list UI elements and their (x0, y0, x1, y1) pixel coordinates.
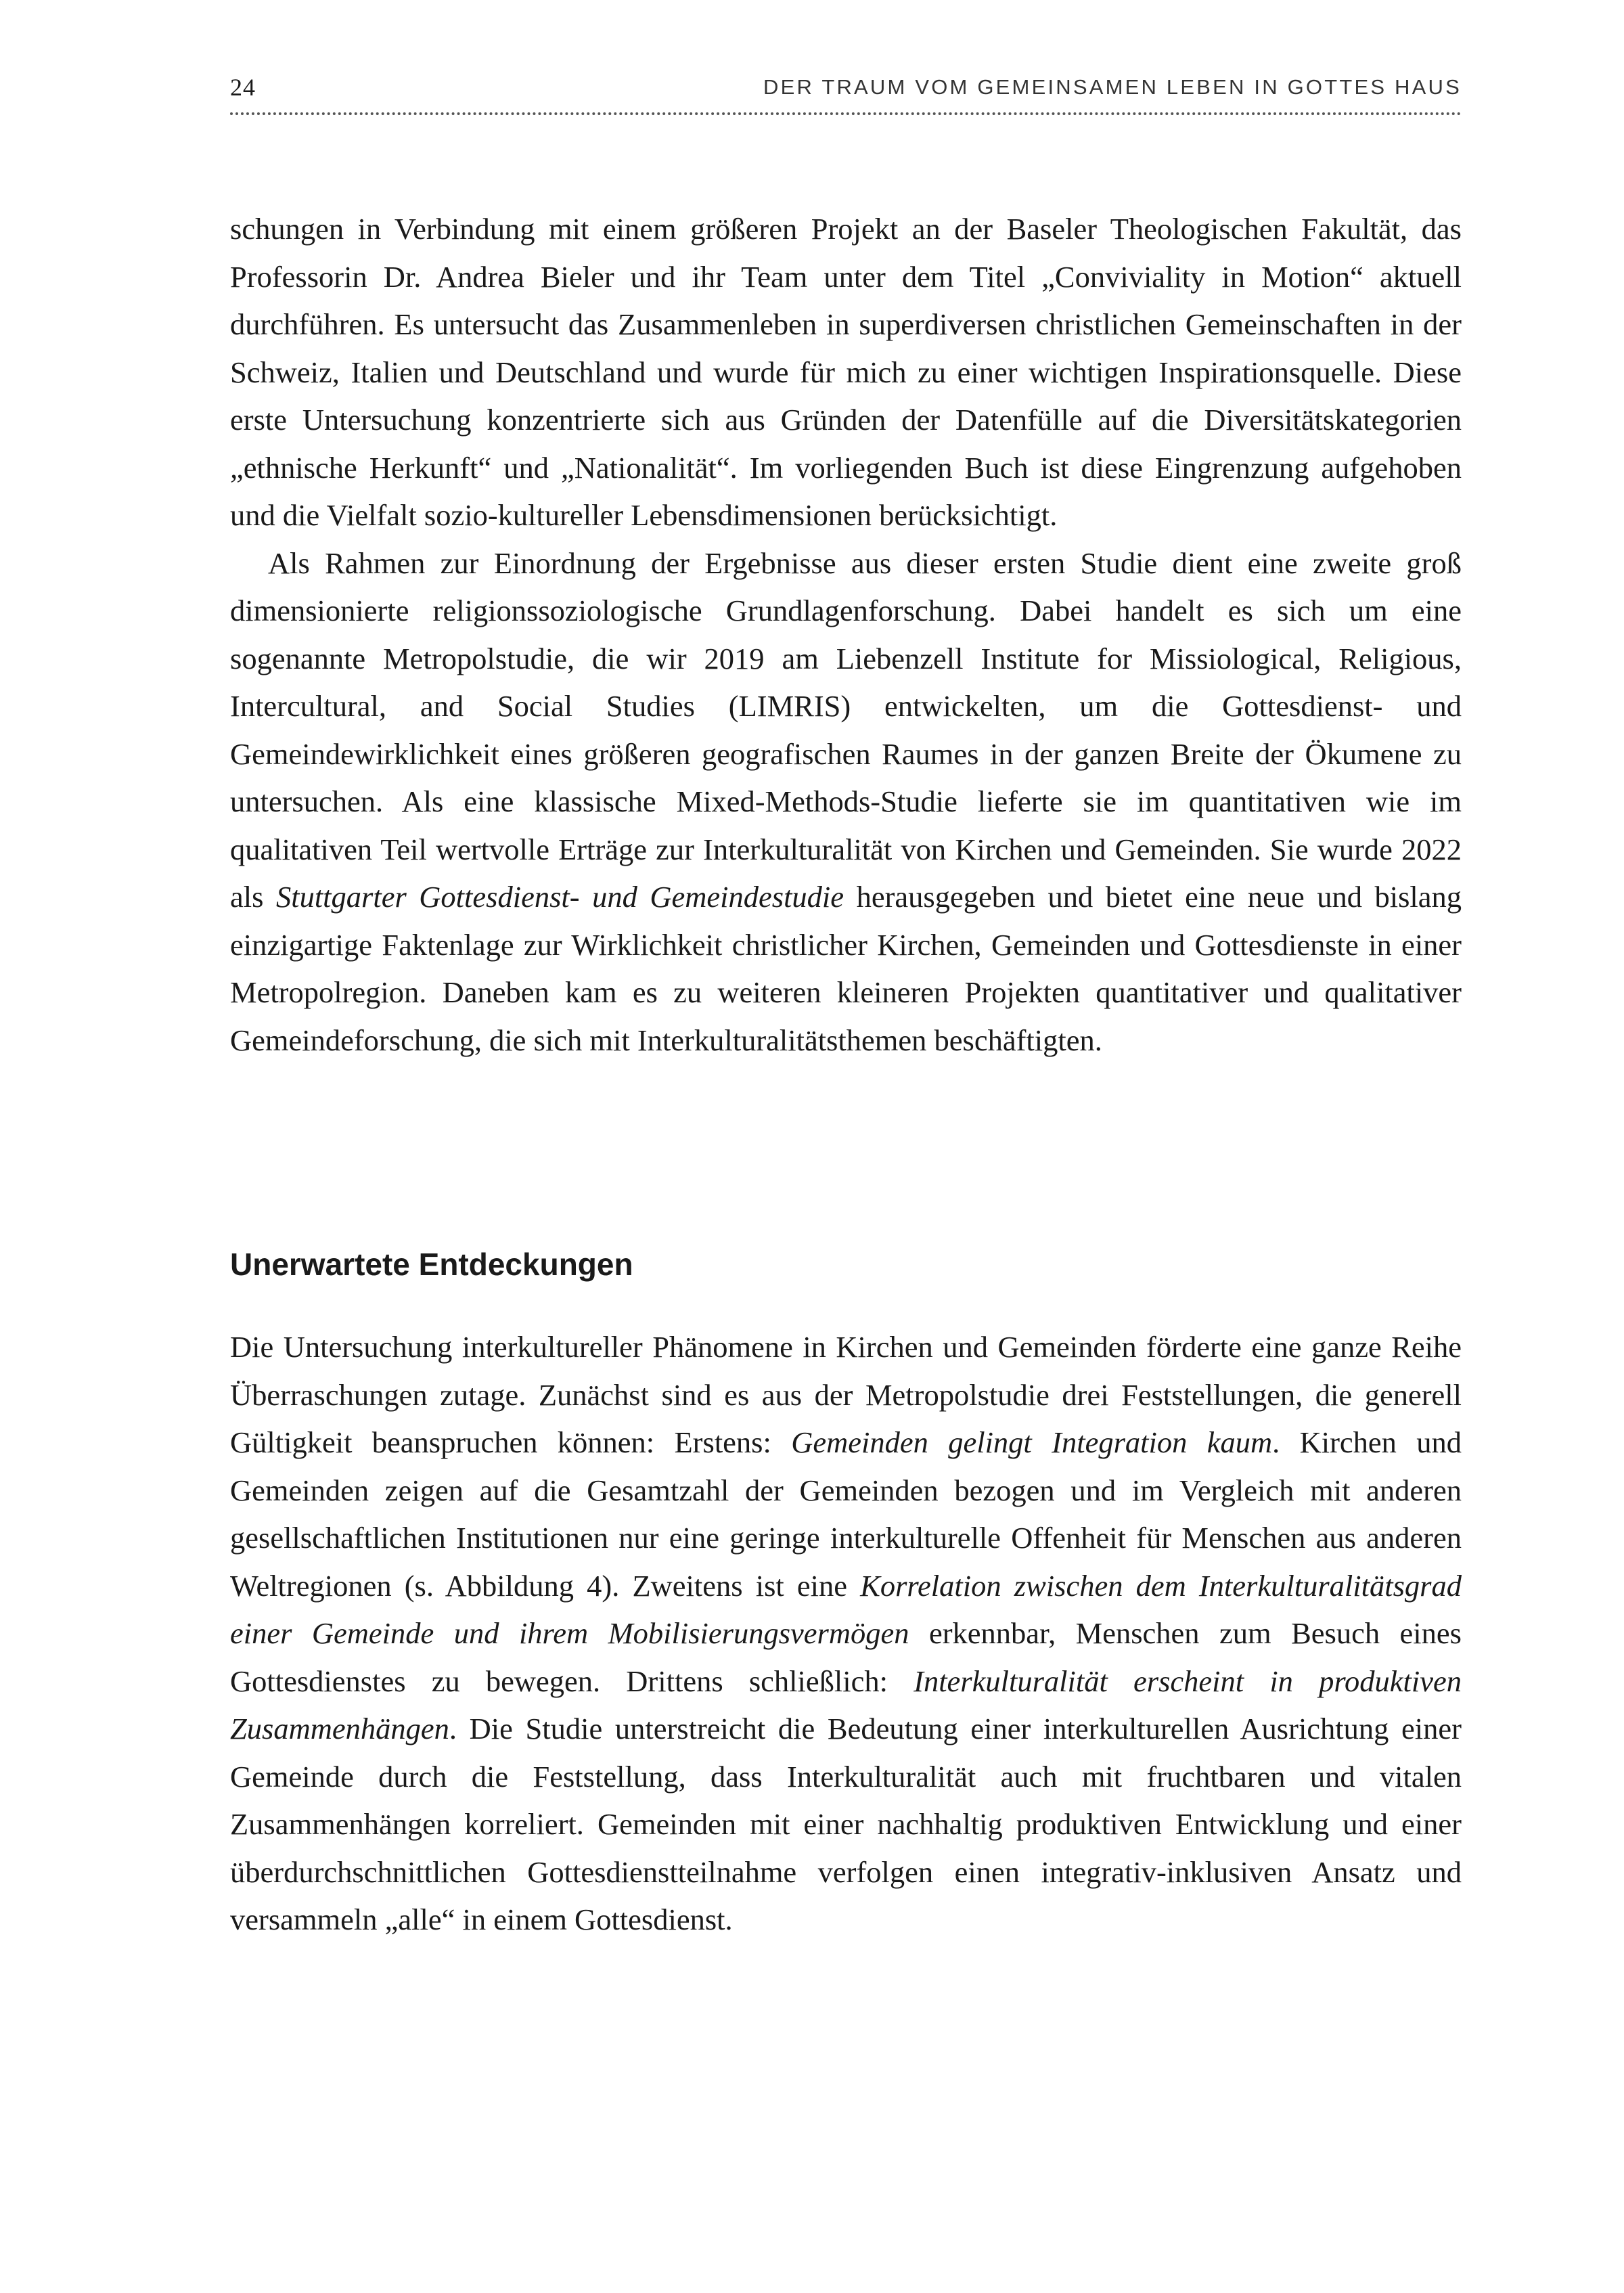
paragraph-text: schungen in Verbindung mit einem größeren Projekt an der Baseler Theologischen Fakultät, das Professorin Dr. Andrea Bieler und ihr Team unter dem Titel „Conviviality in Motion“ aktuell durchführen. Es untersucht das Zusammenleben in superdiversen christlichen Gemeinschaften in der Schweiz, Italien und Deutschland und wurde für mich zu einer wichtigen Inspirationsquelle. Diese erste Untersuchung konzentrierte sich aus Gründen der Datenfülle auf die Diversitätskategorien „ethnische Herkunft“ und „Nationalität“. Im vorliegenden Buch ist diese Eingrenzung aufgehoben und die Vielfalt sozio-kultureller Lebensdimensionen berücksichtigt. (230, 212, 1462, 532)
body-text-block-1 (230, 205, 1462, 1064)
paragraph-metropolstudie (230, 539, 1462, 1065)
paragraph-text: erkennbar, Menschen zum Besuch eines Gottesdienstes zu bewegen. Drittens schließlich: (230, 1616, 1462, 1698)
page-header (230, 70, 1462, 104)
running-title: DER TRAUM VOM GEMEINSAMEN LEBEN IN GOTTES HAUS (763, 75, 1462, 99)
book-title-italic: Stuttgarter Gottesdienst- und Gemeindestudie (275, 880, 844, 914)
paragraph-text: . Kirchen und Gemeinden zeigen auf die Gesamtzahl der Gemeinden bezogen und im Vergleich mit anderen gesellschaftlichen Institutionen nur eine geringe interkulturelle Offenheit für Menschen aus anderen Weltregionen (s. Abbildung 4). Zweitens ist eine (230, 1425, 1462, 1603)
paragraph-text: Als Rahmen zur Einordnung der Ergebnisse aus dieser ersten Studie dient eine zweite groß dimensionierte religionssoziologische Grundlagenforschung. Dabei handelt es sich um eine sogenannte Metropolstudie, die wir 2019 am Liebenzell Institute for Missiological, Religious, Intercultural, and Social Studies (LIMRIS) entwickelten, um die Gottesdienst- und Gemeindewirklichkeit eines größeren geografischen Raumes in der ganzen Breite der Ökumene zu untersuchen. Als eine klassische Mixed-Methods-Studie lieferte sie im quantitativen wie im qualitativen Teil wertvolle Erträge zur Interkulturalität von Kirchen und Gemeinden. Sie wurde 2022 als (230, 546, 1462, 914)
paragraph-continued (230, 205, 1462, 539)
paragraph-findings (230, 1323, 1462, 1944)
paragraph-text: herausgegeben und bietet eine neue und bislang einzigartige Faktenlage zur Wirklichkeit christlicher Kirchen, Gemeinden und Gottesdienste in einer Metropolregion. Daneben kam es zu weiteren kleineren Projekten quantitativer und qualitativer Gemeindeforschung, die sich mit Interkulturalitätsthemen beschäftigten. (230, 880, 1462, 1057)
paragraph-text: . Die Studie unterstreicht die Bedeutung einer interkulturellen Ausrichtung einer Gemeinde durch die Feststellung, dass Interkulturalität auch mit fruchtbaren und vitalen Zusammenhängen korreliert. Gemeinden mit einer nachhaltig produktiven Entwicklung und einer überdurchschnittlichen Gottesdienstteilnahme verfolgen einen integrativ-inklusiven Ansatz und versammeln „alle“ in einem Gottesdienst. (230, 1712, 1462, 1936)
emphasis-italic: Interkulturalität erscheint in produktiven Zusammenhängen (230, 1664, 1462, 1745)
page-number: 24 (230, 74, 256, 101)
body-text-block-2 (230, 1323, 1462, 1944)
section-heading: Unerwartete Entdeckungen (230, 1247, 633, 1282)
paragraph-text: Die Untersuchung interkultureller Phänomene in Kirchen und Gemeinden förderte eine ganze Reihe Überraschungen zutage. Zunächst sind es aus der Metropolstudie drei Feststellungen, die generell Gültigkeit beanspruchen können: Erstens: (230, 1330, 1462, 1459)
emphasis-italic: Gemeinden gelingt Integration kaum (791, 1425, 1273, 1459)
header-dotted-rule (230, 112, 1462, 115)
emphasis-italic: Korrelation zwischen dem Interkulturalitätsgrad einer Gemeinde und ihrem Mobilisierungsvermögen (230, 1568, 1462, 1650)
